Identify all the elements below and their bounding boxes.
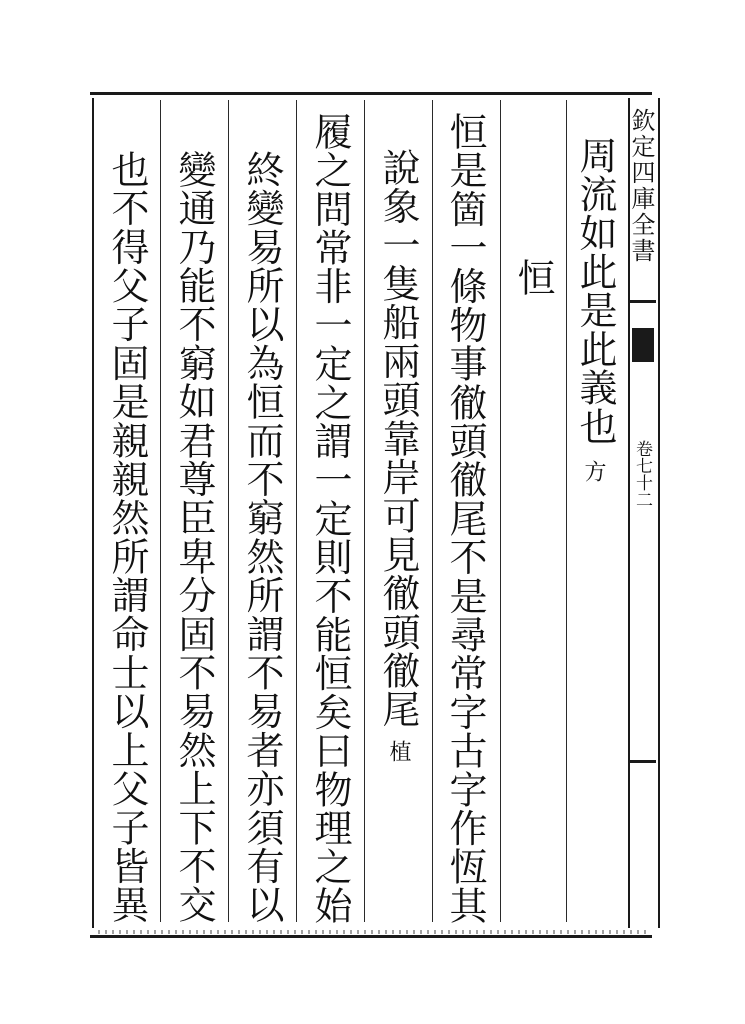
- text-column-3: 恒是箇一條物事徹頭徹尾不是尋常字古字作恆其: [443, 112, 487, 925]
- left-border-rule: [92, 98, 94, 928]
- text-column-6: 終變易所以為恒而不窮然所謂不易者亦須有以: [240, 150, 284, 924]
- collection-title: 欽定四庫全書: [627, 108, 655, 264]
- column-rule: [432, 100, 433, 922]
- text-note-1: 方: [581, 460, 606, 482]
- bottom-edge-speckle: [98, 930, 648, 934]
- text-column-5: 履之問常非一定之謂一定則不能恒矣曰物理之始: [308, 112, 352, 925]
- text-column-1: 周流如此是此義也: [573, 136, 617, 446]
- column-rule: [566, 100, 567, 922]
- text-column-2: 恒: [511, 258, 555, 297]
- column-rule: [228, 100, 229, 922]
- column-rule: [500, 100, 501, 922]
- text-note-4: 植: [386, 740, 411, 762]
- column-rule: [296, 100, 297, 922]
- text-column-8: 也不得父子固是親親然所謂命士以上父子皆異: [105, 150, 149, 924]
- header-divider: [628, 300, 656, 303]
- header-divider: [628, 760, 656, 763]
- text-column-7: 變通乃能不窮如君尊臣卑分固不易然上下不交: [172, 150, 216, 924]
- column-rule: [160, 100, 161, 922]
- volume-label: 卷七十二: [632, 440, 652, 508]
- fishtail-mark: [632, 328, 654, 362]
- text-column-4: 說象一隻船兩頭靠岸可見徹頭徹尾: [376, 148, 420, 729]
- column-rule: [364, 100, 365, 922]
